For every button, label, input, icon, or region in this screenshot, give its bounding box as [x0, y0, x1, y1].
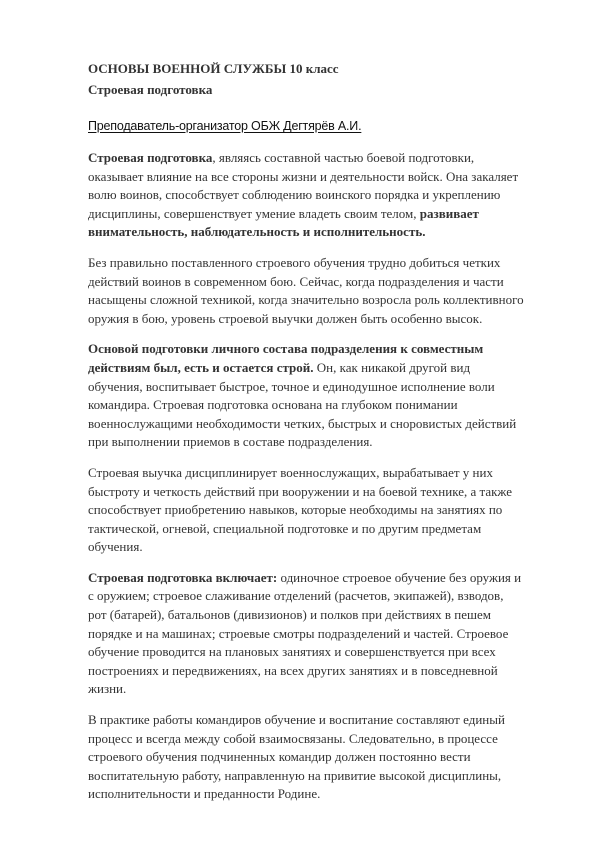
- paragraph-2: [88, 254, 525, 328]
- document-header: [88, 58, 525, 100]
- paragraph-4: [88, 464, 525, 557]
- paragraph-6: [88, 711, 525, 804]
- paragraph-4-text: Строевая выучка дисциплинирует военнослужащих, вырабатывает у них быстроту и четкость действий при вооружении и на боевой технике, а также способствует приобретению навыков, которые необходимы на занятиях по тактической, огневой, специальной подготовке и по другим предметам обучения.: [88, 464, 512, 555]
- paragraph-1-bold-end: развивает внимательность, наблюдательность и исполнительность.: [88, 205, 479, 240]
- teacher-line: Преподаватель-организатор ОБЖ Дегтярёв А.И.: [88, 119, 362, 133]
- paragraph-6-text: В практике работы командиров обучение и воспитание составляют единый процесс и всегда между собой взаимосвязаны. Следовательно, в процессе строевого обучения подчиненных командир должен постоянно вести воспитательную работу, направленную на привитие высокой дисциплины, исполнительности и преданности Родине.: [88, 712, 505, 802]
- document-subtitle: Строевая подготовка: [88, 82, 213, 97]
- paragraph-3-bold: Основой подготовки личного состава подразделения к совместным действиям был, есть и остается строй.: [88, 341, 484, 375]
- paragraph-5-text: одиночное строевое обучение без оружия и с оружием; строевое слаживание отделений (расчетов, экипажей), взводов, рот (батарей), батальонов (дивизионов) и полков при действиях в пешем порядке и на машинах; строевые смотры подразделений и частей. Строевое обучение проводится на плановых занятиях и совершенствуется при всех построениях и передвижениях, на всех других занятиях и в повседневной жизни.: [88, 569, 522, 697]
- paragraph-5: [88, 569, 525, 699]
- paragraph-5-bold: Строевая подготовка включает:: [88, 569, 278, 585]
- paragraph-1-bold-start: Строевая подготовка: [88, 150, 213, 165]
- paragraph-3-text: Он, как никакой другой вид обучения, воспитывает быстрое, точное и единодушное исполнение воли командира. Строевая подготовка основана на глубоком понимании военнослужащими необходимости четких, быстрых и сноровистых действий при выполнении приемов в составе подразделения.: [88, 359, 517, 450]
- paragraph-1: [88, 149, 525, 242]
- paragraph-2-text: Без правильно поставленного строевого обучения трудно добиться четких действий воинов в современном бою. Сейчас, когда подразделения и части насыщены сложной техникой, когда значительно возросла роль коллективного оружия в бою, уровень строевой выучки должен быть особенно высок.: [88, 254, 524, 326]
- paragraph-3: [88, 340, 525, 452]
- document-title: ОСНОВЫ ВОЕННОЙ СЛУЖБЫ 10 класс: [88, 61, 339, 76]
- paragraph-1-text: , являясь составной частью боевой подготовки, оказывает влияние на все стороны жизни и деятельности войск. Она закаляет волю воинов, способствует соблюдению воинского порядка и укреплению дисциплины, совершенствует умение владеть своим телом,: [88, 150, 519, 221]
